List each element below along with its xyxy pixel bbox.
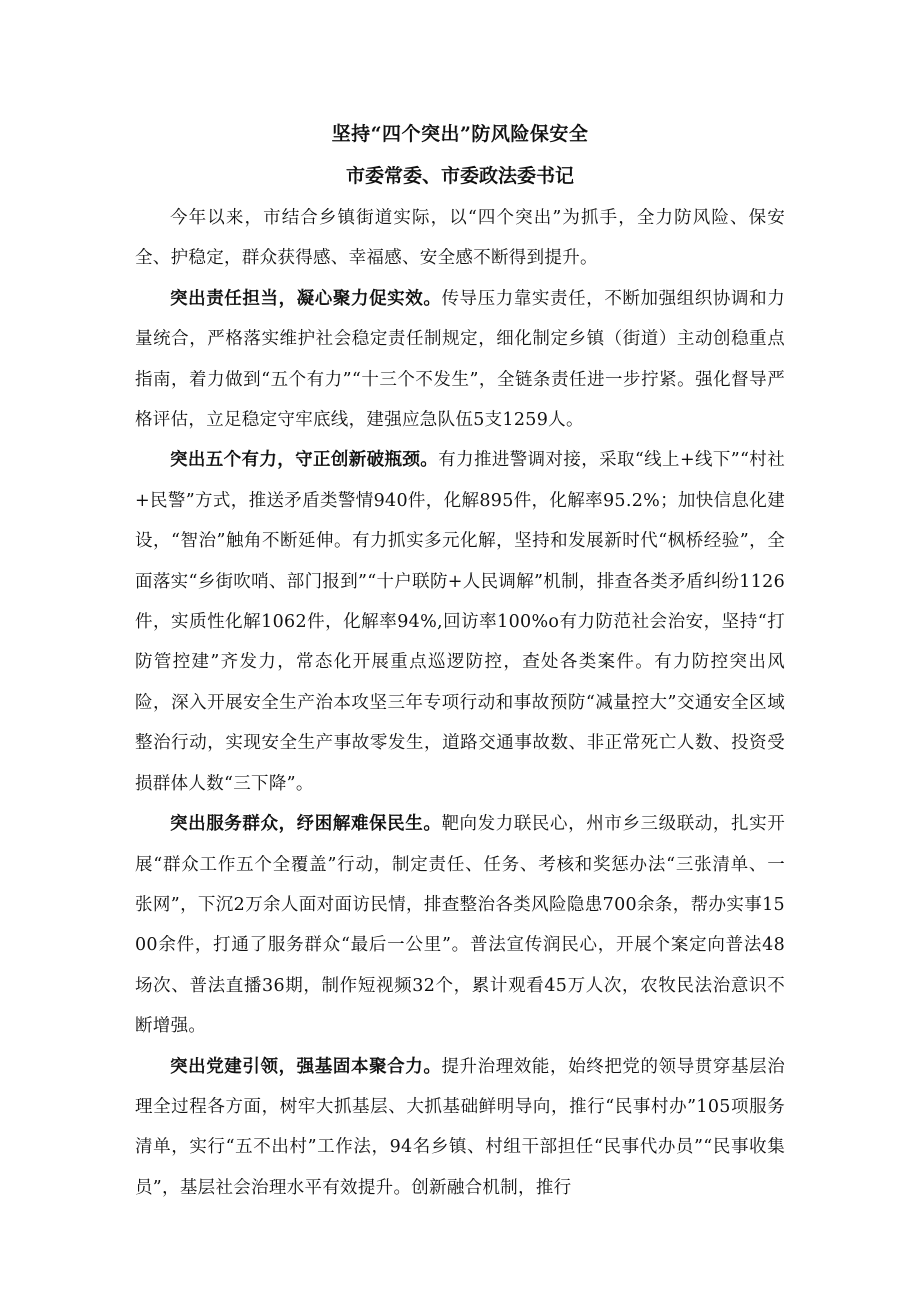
paragraph-lead: 突出责任担当，凝心聚力促实效。 <box>170 288 442 309</box>
paragraph-intro <box>135 198 785 279</box>
paragraph-text: 靶向发力联民心，州市乡三级联动，扎实开展“群众工作五个全覆盖”行动，制定责任、任务、考核和奖惩办法“三张清单、一张网”，下沉2万余人面对面访民情，排查整治各类风险隐患700余条，帮办实事1500余件，打通了服务群众“最后一公里”。普法宣传润民心，开展个案定向普法48场次、普法直播36期，制作短视频32个，累计观看45万人次，农牧民法治意识不断增强。 <box>135 814 785 1037</box>
paragraph-lead: 突出服务群众，纾困解难保民生。 <box>170 814 442 835</box>
paragraph-five-forces <box>135 440 785 804</box>
paragraph-party-building <box>135 1047 785 1209</box>
paragraph-lead: 突出党建引领，强基固本聚合力。 <box>170 1056 442 1077</box>
paragraph-serve-masses <box>135 804 785 1046</box>
author-line: 市委常委、市委政法委书记 <box>345 165 574 187</box>
paragraph-lead: 突出五个有力，守正创新破瓶颈。 <box>170 450 439 471</box>
paragraph-text: 提升治理效能，始终把党的领导贯穿基层治理全过程各方面，树牢大抓基层、大抓基础鲜明导向，推行“民事村办”105项服务清单，实行“五不出村”工作法，94名乡镇、村组干部担任“民事代办员”“民事收集员”，基层社会治理水平有效提升。创新融合机制，推行 <box>135 1056 785 1198</box>
document-body <box>135 198 785 1208</box>
paragraph-text: 有力推进警调对接，采取“线上+线下”“村社+民警”方式，推送矛盾类警情940件，化解895件，化解率95.2%；加快信息化建设，“智治”触角不断延伸。有力抓实多元化解，坚持和发展新时代“枫桥经验”，全面落实“乡街吹哨、部门报到”“十户联防+人民调解”机制，排查各类矛盾纠纷1126件，实质性化解1062件，化解率94%,回访率100%o有力防范社会治安，坚持“打防管控建”齐发力，常态化开展重点巡逻防控，查处各类案件。有力防控突出风险，深入开展安全生产治本攻坚三年专项行动和事故预防“减量控大”交通安全区域整治行动，实现安全生产事故零发生，道路交通事故数、非正常死亡人数、投资受损群体人数“三下降”。 <box>135 450 785 794</box>
paragraph-text: 传导压力靠实责任，不断加强组织协调和力量统合，严格落实维护社会稳定责任制规定，细化制定乡镇（街道）主动创稳重点指南，着力做到“五个有力”“十三个不发生”，全链条责任进一步拧紧。强化督导严格评估，立足稳定守牢底线，建强应急队伍5支1259人。 <box>135 288 785 431</box>
paragraph-responsibility <box>135 279 785 441</box>
document-title: 坚持“四个突出”防风险保安全 <box>331 123 589 145</box>
paragraph-text: 今年以来，市结合乡镇街道实际，以“四个突出”为抓手，全力防风险、保安全、护稳定，群众获得感、幸福感、安全感不断得到提升。 <box>135 208 785 269</box>
